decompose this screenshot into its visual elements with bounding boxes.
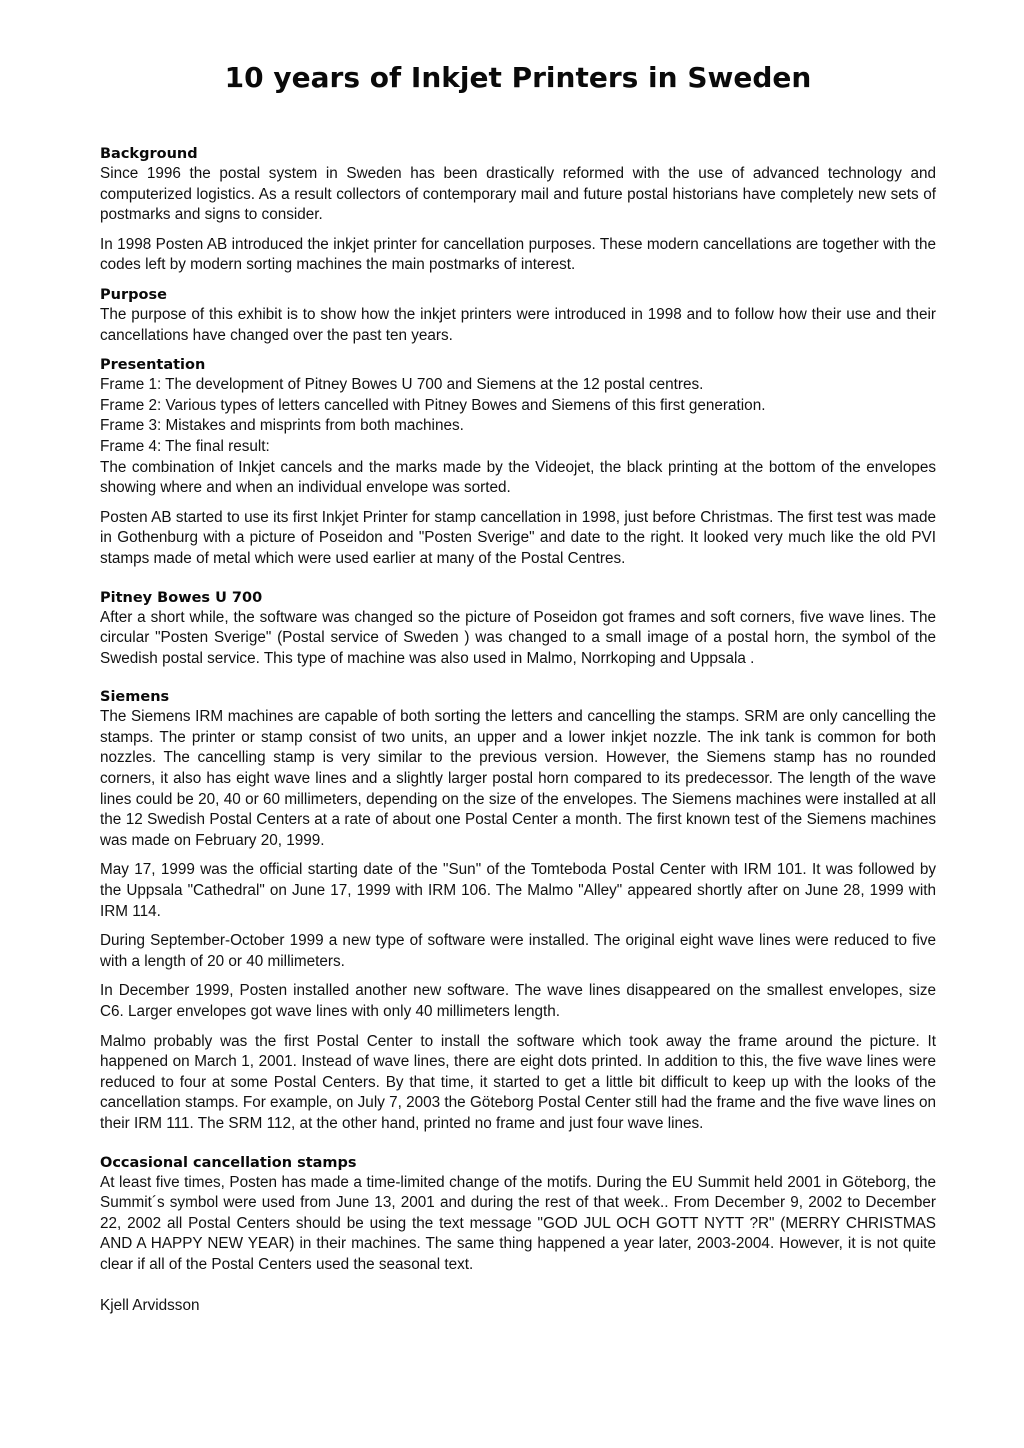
frame-line: Frame 1: The development of Pitney Bowes U 700 and Siemens at the 12 postal centres. (100, 376, 704, 394)
frame-line: Frame 3: Mistakes and misprints from both machines. (100, 417, 464, 435)
frame-line: Frame 2: Various types of letters cancelled with Pitney Bowes and Siemens of this first generation. (100, 396, 766, 414)
section-purpose (100, 285, 936, 346)
purpose-paragraph: The purpose of this exhibit is to show how the inkjet printers were introduced in 1998 and to follow how their use and their cancellations have changed over the past ten years. (100, 305, 936, 344)
section-occasional-stamps (100, 1153, 936, 1276)
presentation-paragraph: Posten AB started to use its first Inkjet Printer for stamp cancellation in 1998, just before Christmas. The first test was made in Gothenburg with a picture of Poseidon and "Posten Sverige" and date to the right. It looked very much like the old PVI stamps made of metal which were used earlier at many of the Postal Centres. (100, 508, 936, 567)
siemens-paragraph: May 17, 1999 was the official starting date of the "Sun" of the Tomteboda Postal Center with IRM 101. It was followed by the Uppsala "Cathedral" on June 17, 1999 with IRM 106. The Malmo "Alley" appeared shortly after on June 28, 1999 with IRM 114. (100, 861, 936, 920)
presentation-paragraph: The combination of Inkjet cancels and the marks made by the Videojet, the black printing at the bottom of the envelopes showing where and when an individual envelope was sorted. (100, 458, 936, 497)
siemens-paragraph: Malmo probably was the first Postal Center to install the software which took away the frame around the picture. It happened on March 1, 2001. Instead of wave lines, there are eight dots printed. In addition to this, the five wave lines were reduced to four at some Postal Centers. By that time, it started to get a little bit difficult to keep up with the looks of the cancellation stamps. For example, on July 7, 2003 the Göteborg Postal Center still had the frame and the five wave lines on their IRM 111. The SRM 112, at the other hand, printed no frame and just four wave lines. (100, 1032, 936, 1132)
section-heading-purpose: Purpose (100, 286, 167, 303)
pitney-bowes-paragraph: After a short while, the software was changed so the picture of Poseidon got frames and soft corners, five wave lines. The circular "Posten Sverige" (Postal service of Sweden ) was changed to a small image of a postal horn, the symbol of the Swedish postal service. This type of machine was also used in Malmo, Norrkoping and Uppsala . (100, 608, 936, 667)
author-signature: Kjell Arvidsson (100, 1296, 200, 1314)
section-background (100, 144, 936, 276)
section-pitney-bowes (100, 588, 936, 670)
section-heading-pitney-bowes: Pitney Bowes U 700 (100, 589, 263, 606)
siemens-paragraph: In December 1999, Posten installed another new software. The wave lines disappeared on the smallest envelopes, size C6. Larger envelopes got wave lines with only 40 millimeters length. (100, 982, 936, 1020)
section-heading-siemens: Siemens (100, 689, 170, 706)
section-siemens (100, 687, 936, 1134)
page-title: 10 years of Inkjet Printers in Sweden (224, 61, 812, 94)
siemens-paragraph: The Siemens IRM machines are capable of both sorting the letters and cancelling the stamps. SRM are only cancelling the stamps. The printer or stamp consist of two units, an upper and a lower inkjet nozzle. The ink tank is common for both nozzles. The cancelling stamp is very similar to the previous version. However, the Siemens stamp has no rounded corners, it also has eight wave lines and a slightly larger postal horn compared to its predecessor. The length of the wave lines could be 20, 40 or 60 millimeters, depending on the size of the envelopes. The Siemens machines were installed at all the 12 Swedish Postal Centers at a rate of about one Postal Center a month. The first known test of the Siemens machines was made on February 20, 1999. (100, 708, 936, 849)
occasional-stamps-paragraph: At least five times, Posten has made a time-limited change of the motifs. During the EU Summit held 2001 in Göteborg, the Summit´s symbol were used from June 13, 2001 and during the rest of that week.. From December 9, 2002 to December 22, 2002 all Postal Centers should be using the text message "GOD JUL OCH GOTT NYTT ?R" (MERRY CHRISTMAS AND A HAPPY NEW YEAR) in their machines. The same thing happened a year later, 2003-2004. However, it is not quite clear if all of the Postal Centers used the seasonal text. (100, 1173, 936, 1273)
background-paragraph: Since 1996 the postal system in Sweden has been drastically reformed with the use of advanced technology and computerized logistics. As a result collectors of contemporary mail and future postal historians have completely new sets of postmarks and signs to consider. (100, 165, 936, 224)
document-page (100, 58, 936, 1316)
section-heading-presentation: Presentation (100, 357, 206, 374)
frame-line: Frame 4: The final result: (100, 437, 270, 455)
section-heading-occasional-stamps: Occasional cancellation stamps (100, 1154, 357, 1171)
siemens-paragraph: During September-October 1999 a new type of software were installed. The original eight wave lines were reduced to five with a length of 20 or 40 millimeters. (100, 932, 936, 970)
section-presentation (100, 355, 936, 569)
background-paragraph: In 1998 Posten AB introduced the inkjet printer for cancellation purposes. These modern cancellations are together with the codes left by modern sorting machines the main postmarks of interest. (100, 235, 936, 274)
section-heading-background: Background (100, 146, 198, 162)
